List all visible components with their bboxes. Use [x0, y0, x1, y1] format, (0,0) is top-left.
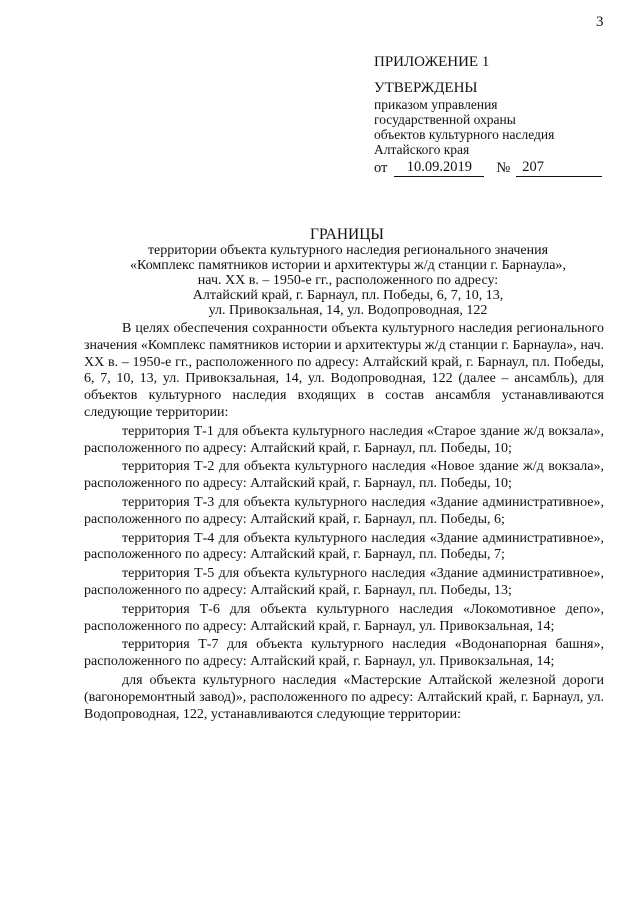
title-line: нач. XX в. – 1950-е гг., расположенного по адресу: — [197, 273, 499, 288]
territory-t3-paragraph: территория Т-3 для объекта культурного наследия «Здание административное», расположенного по адресу: Алтайский край, г. Барнаул, пл. Победы, 6; — [84, 494, 604, 527]
approval-line: объектов культурного наследия — [374, 127, 555, 142]
order-date: 10.09.2019 — [394, 159, 484, 177]
intro-paragraph: В целях обеспечения сохранности объекта культурного наследия регионального значения «Комплекс памятников истории и архитектуры ж/д станции г. Барнаула», нач. XX в. – 1950-е гг., расположенного по адресу: Алтайский край, г. Барнаул, пл. Победы, 6, 7, 10, 13, ул. Привокзальная, 14, ул. Водопроводная, 122 (далее – ансамбль), для объектов культурного наследия входящих в состав ансамбля устанавливаются следующие территории: — [84, 321, 604, 420]
approved-heading: УТВЕРЖДЕНЫ — [374, 80, 478, 96]
title-line: «Комплекс памятников истории и архитектуры ж/д станции г. Барнаула», — [130, 258, 566, 273]
order-number: 207 — [516, 159, 602, 177]
approval-block — [374, 54, 624, 177]
territory-t2-paragraph: территория Т-2 для объекта культурного наследия «Новое здание ж/д вокзала», расположенного по адресу: Алтайский край, г. Барнаул, пл. Победы, 10; — [84, 459, 604, 492]
approval-line: приказом управления — [374, 97, 498, 112]
title-heading: ГРАНИЦЫ — [310, 226, 384, 243]
territory-t7-paragraph: территория Т-7 для объекта культурного наследия «Водонапорная башня», расположенного по адресу: Алтайский край, г. Барнаул, ул. Привокзальная, 14; — [84, 637, 604, 670]
title-line: ул. Привокзальная, 14, ул. Водопроводная, 122 — [208, 303, 488, 318]
territory-t4-paragraph: территория Т-4 для объекта культурного наследия «Здание административное», расположенного по адресу: Алтайский край, г. Барнаул, пл. Победы, 7; — [84, 530, 604, 563]
page-number: 3 — [596, 14, 604, 30]
title-line: Алтайский край, г. Барнаул, пл. Победы, 6, 7, 10, 13, — [192, 288, 504, 303]
document-body — [84, 321, 604, 725]
title-line: территории объекта культурного наследия регионального значения — [147, 243, 549, 258]
appendix-heading: ПРИЛОЖЕНИЕ 1 — [374, 54, 490, 70]
approval-line: государственной охраны — [374, 112, 516, 127]
document-title — [0, 226, 640, 318]
number-label: № — [496, 160, 511, 176]
workshops-paragraph: для объекта культурного наследия «Мастерские Алтайской железной дороги (вагоноремонтный завод)», расположенного по адресу: Алтайский край, г. Барнаул, ул. Водопроводная, 122, устанавливаются следующие территории: — [84, 672, 604, 722]
approval-line: Алтайского края — [374, 142, 470, 157]
territory-t6-paragraph: территория Т-6 для объекта культурного наследия «Локомотивное депо», расположенного по адресу: Алтайский край, г. Барнаул, ул. Привокзальная, 14; — [84, 601, 604, 634]
order-line — [374, 159, 624, 177]
from-label: от — [374, 160, 388, 176]
territory-t1-paragraph: территория Т-1 для объекта культурного наследия «Старое здание ж/д вокзала», расположенного по адресу: Алтайский край, г. Барнаул, пл. Победы, 10; — [84, 423, 604, 456]
territory-t5-paragraph: территория Т-5 для объекта культурного наследия «Здание административное», расположенного по адресу: Алтайский край, г. Барнаул, пл. Победы, 13; — [84, 566, 604, 598]
